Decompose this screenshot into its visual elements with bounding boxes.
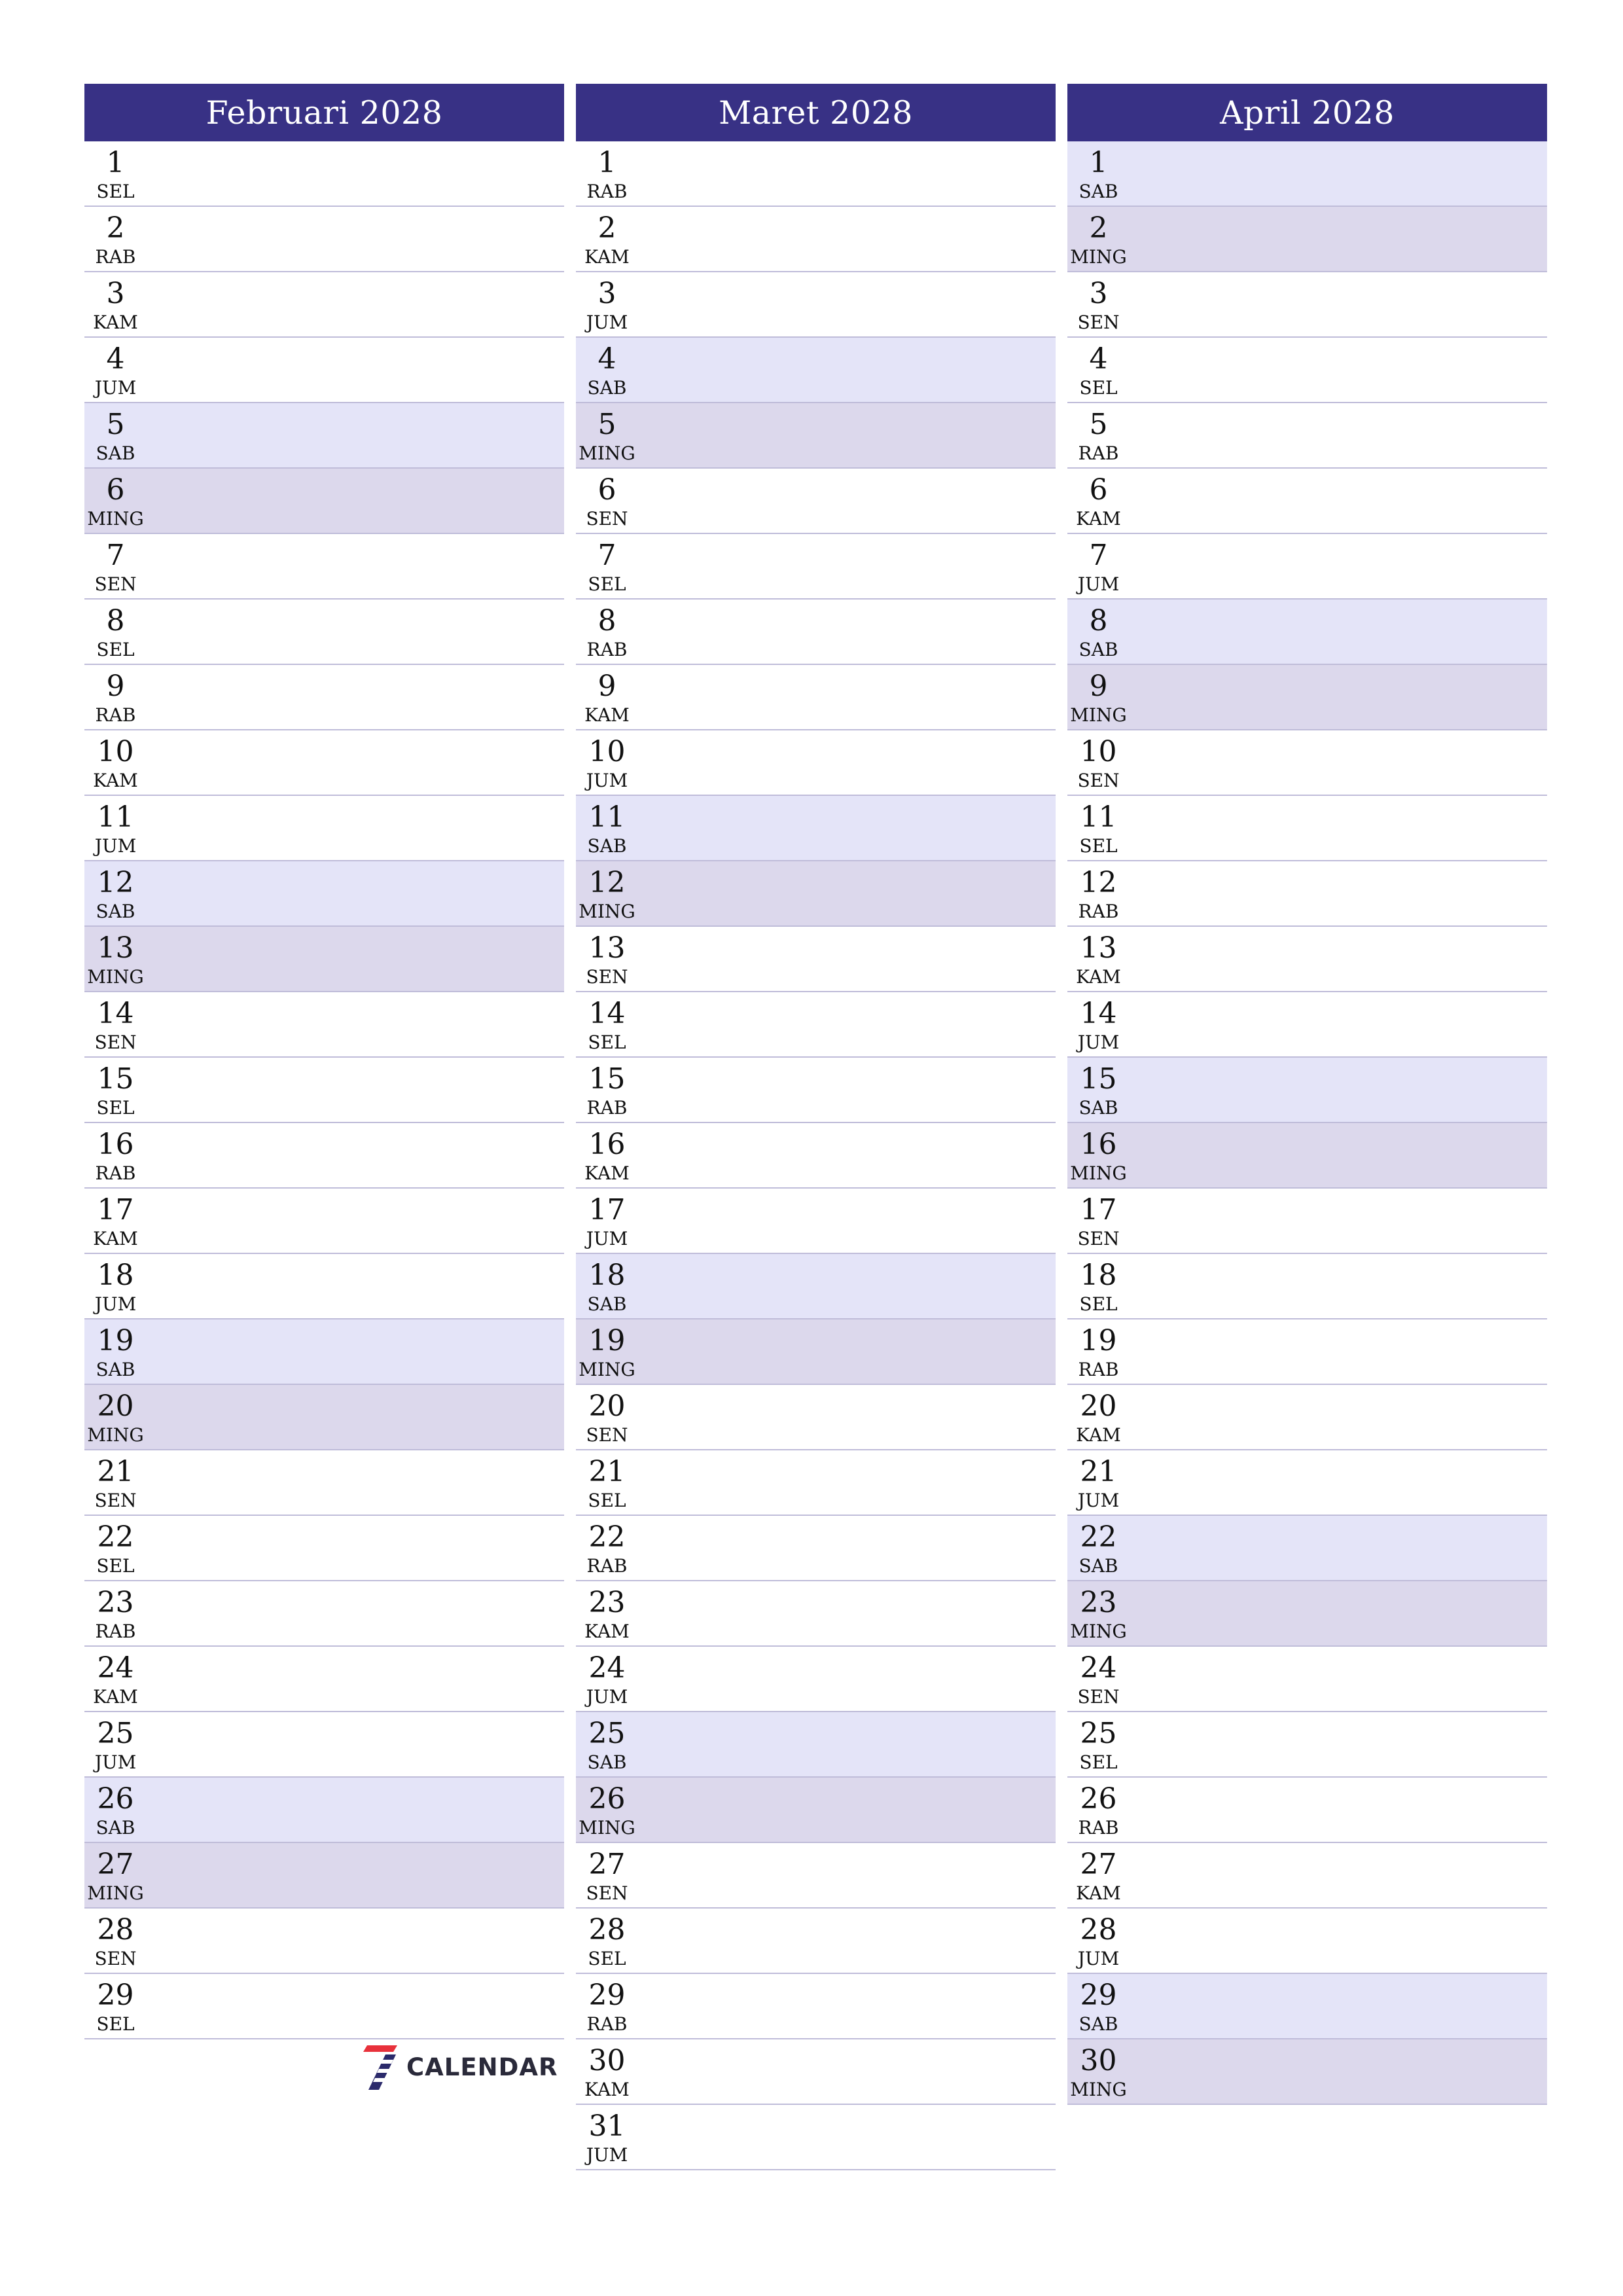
day-row: [84, 1385, 564, 1450]
weekday-label: SEL: [588, 1490, 626, 1511]
day-number: 10: [1080, 735, 1117, 768]
day-number: 5: [597, 408, 616, 441]
day-number: 17: [1080, 1193, 1117, 1227]
day-row: [576, 1647, 1056, 1712]
day-number: 6: [106, 473, 125, 507]
day-number: 15: [97, 1062, 134, 1096]
day-number: 7: [1089, 539, 1108, 572]
day-row: [84, 796, 564, 861]
day-row: [576, 2039, 1056, 2105]
day-number: 24: [588, 1651, 626, 1685]
day-row: [576, 861, 1056, 927]
brand-logo: [363, 2041, 558, 2093]
weekday-label: JUM: [586, 1228, 628, 1249]
day-number: 27: [588, 1848, 626, 1881]
weekday-label: KAM: [584, 246, 630, 268]
day-number: 22: [97, 1520, 134, 1554]
weekday-label: SEL: [588, 1948, 626, 1969]
day-row: [576, 927, 1056, 992]
day-row: [576, 730, 1056, 796]
day-number: 19: [588, 1324, 626, 1357]
weekday-label: KAM: [1076, 1424, 1121, 1446]
day-number: 5: [106, 408, 125, 441]
day-row: [576, 665, 1056, 730]
weekday-label: MING: [1070, 1621, 1127, 1642]
day-number: 5: [1089, 408, 1108, 441]
day-number: 29: [1080, 1979, 1117, 2012]
day-number: 16: [1080, 1128, 1117, 1161]
day-number: 17: [588, 1193, 626, 1227]
weekday-label: JUM: [586, 1686, 628, 1708]
weekday-label: MING: [87, 1882, 144, 1904]
day-number: 3: [597, 277, 616, 310]
day-row: [576, 1319, 1056, 1385]
day-row: [1067, 2039, 1547, 2105]
weekday-label: KAM: [1076, 966, 1121, 988]
day-row: [576, 2105, 1056, 2170]
day-row: [576, 403, 1056, 469]
month-title: Februari 2028: [84, 84, 564, 141]
day-number: 30: [1080, 2044, 1117, 2077]
day-row: [1067, 1909, 1547, 1974]
day-number: 15: [588, 1062, 626, 1096]
weekday-label: JUM: [586, 2144, 628, 2166]
weekday-label: MING: [87, 508, 144, 529]
day-number: 1: [597, 146, 616, 179]
day-number: 2: [597, 211, 616, 245]
day-row: [1067, 796, 1547, 861]
weekday-label: RAB: [1078, 1817, 1119, 1839]
weekday-label: SAB: [587, 377, 627, 399]
weekday-label: RAB: [586, 639, 628, 660]
day-row: [576, 272, 1056, 338]
weekday-label: MING: [579, 1359, 635, 1380]
day-row: [84, 207, 564, 272]
weekday-label: MING: [87, 966, 144, 988]
weekday-label: SAB: [1079, 1097, 1118, 1119]
weekday-label: KAM: [93, 312, 138, 333]
day-number: 19: [97, 1324, 134, 1357]
day-row: [1067, 338, 1547, 403]
day-row: [576, 1974, 1056, 2039]
day-row: [1067, 861, 1547, 927]
weekday-label: MING: [1070, 1162, 1127, 1184]
month-title: Maret 2028: [576, 84, 1056, 141]
day-number: 8: [106, 604, 125, 637]
day-number: 4: [106, 342, 125, 376]
weekday-label: SEL: [96, 1097, 135, 1119]
weekday-label: KAM: [584, 1621, 630, 1642]
day-row: [84, 1909, 564, 1974]
weekday-label: MING: [1070, 246, 1127, 268]
day-number: 21: [588, 1455, 626, 1488]
day-number: 24: [1080, 1651, 1117, 1685]
weekday-label: SAB: [587, 1751, 627, 1773]
weekday-label: MING: [1070, 2079, 1127, 2100]
day-number: 23: [588, 1586, 626, 1619]
day-row: [1067, 1254, 1547, 1319]
month-title: April 2028: [1067, 84, 1547, 141]
weekday-label: KAM: [1076, 508, 1121, 529]
seven-logo-icon: [363, 2043, 399, 2091]
day-number: 1: [106, 146, 125, 179]
day-row: [84, 1123, 564, 1189]
day-number: 2: [106, 211, 125, 245]
day-row: [84, 141, 564, 207]
day-number: 22: [588, 1520, 626, 1554]
day-row: [1067, 992, 1547, 1058]
day-number: 6: [597, 473, 616, 507]
day-row: [1067, 1516, 1547, 1581]
day-row: [576, 1909, 1056, 1974]
day-row: [84, 1581, 564, 1647]
weekday-label: KAM: [93, 770, 138, 791]
weekday-label: SAB: [1079, 181, 1118, 202]
weekday-label: SAB: [587, 835, 627, 857]
weekday-label: JUM: [94, 377, 137, 399]
day-row: [84, 600, 564, 665]
day-number: 9: [597, 670, 616, 703]
weekday-label: KAM: [93, 1686, 138, 1708]
weekday-label: RAB: [95, 246, 136, 268]
day-number: 24: [97, 1651, 134, 1685]
day-number: 23: [97, 1586, 134, 1619]
day-list: [576, 141, 1056, 2170]
weekday-label: SAB: [96, 1359, 135, 1380]
day-number: 21: [1080, 1455, 1117, 1488]
day-row: [576, 992, 1056, 1058]
weekday-label: KAM: [93, 1228, 138, 1249]
day-number: 9: [106, 670, 125, 703]
day-row: [1067, 469, 1547, 534]
day-row: [1067, 272, 1547, 338]
day-number: 27: [97, 1848, 134, 1881]
day-row: [84, 338, 564, 403]
month-column-0: [84, 84, 564, 2039]
weekday-label: SEN: [1077, 1228, 1120, 1249]
day-row: [1067, 1974, 1547, 2039]
day-row: [576, 534, 1056, 600]
day-row: [576, 796, 1056, 861]
weekday-label: RAB: [586, 181, 628, 202]
weekday-label: SAB: [96, 901, 135, 922]
day-row: [84, 1647, 564, 1712]
weekday-label: SEN: [94, 1031, 137, 1053]
day-row: [576, 1516, 1056, 1581]
weekday-label: MING: [579, 1817, 635, 1839]
day-number: 19: [1080, 1324, 1117, 1357]
weekday-label: JUM: [1077, 573, 1120, 595]
day-number: 18: [97, 1259, 134, 1292]
weekday-label: JUM: [1077, 1948, 1120, 1969]
day-number: 17: [97, 1193, 134, 1227]
day-number: 14: [588, 997, 626, 1030]
weekday-label: SEL: [96, 1555, 135, 1577]
day-number: 11: [1080, 800, 1117, 834]
day-row: [1067, 1647, 1547, 1712]
day-row: [1067, 534, 1547, 600]
weekday-label: RAB: [95, 1621, 136, 1642]
day-number: 25: [1080, 1717, 1117, 1750]
day-number: 2: [1089, 211, 1108, 245]
day-number: 12: [588, 866, 626, 899]
day-number: 25: [588, 1717, 626, 1750]
calendar-months: [84, 84, 1546, 2178]
day-number: 31: [588, 2109, 626, 2143]
day-number: 28: [97, 1913, 134, 1946]
day-row: [1067, 665, 1547, 730]
weekday-label: SEL: [1079, 1751, 1118, 1773]
day-row: [1067, 600, 1547, 665]
weekday-label: RAB: [95, 704, 136, 726]
day-number: 8: [1089, 604, 1108, 637]
day-number: 8: [597, 604, 616, 637]
day-number: 3: [1089, 277, 1108, 310]
weekday-label: SEL: [96, 2013, 135, 2035]
day-number: 26: [1080, 1782, 1117, 1816]
day-number: 9: [1089, 670, 1108, 703]
weekday-label: SEN: [1077, 770, 1120, 791]
weekday-label: MING: [87, 1424, 144, 1446]
weekday-label: JUM: [94, 835, 137, 857]
day-row: [84, 534, 564, 600]
day-row: [576, 1254, 1056, 1319]
day-row: [576, 600, 1056, 665]
logo-text: CALENDAR: [406, 2053, 558, 2081]
day-row: [1067, 1058, 1547, 1123]
day-row: [1067, 1319, 1547, 1385]
day-row: [1067, 141, 1547, 207]
month-column-1: [576, 84, 1056, 2170]
weekday-label: SEN: [94, 1948, 137, 1969]
day-row: [576, 1189, 1056, 1254]
day-number: 27: [1080, 1848, 1117, 1881]
day-number: 18: [588, 1259, 626, 1292]
weekday-label: KAM: [1076, 1882, 1121, 1904]
day-row: [576, 1712, 1056, 1778]
weekday-label: RAB: [586, 1555, 628, 1577]
day-row: [1067, 927, 1547, 992]
day-row: [84, 665, 564, 730]
day-list: [84, 141, 564, 2039]
weekday-label: SEL: [96, 181, 135, 202]
weekday-label: MING: [579, 442, 635, 464]
weekday-label: SEL: [1079, 377, 1118, 399]
weekday-label: KAM: [584, 704, 630, 726]
weekday-label: SAB: [1079, 639, 1118, 660]
day-row: [576, 1385, 1056, 1450]
day-number: 14: [97, 997, 134, 1030]
day-row: [84, 1712, 564, 1778]
month-column-2: [1067, 84, 1547, 2105]
weekday-label: SAB: [1079, 1555, 1118, 1577]
day-number: 7: [597, 539, 616, 572]
day-number: 22: [1080, 1520, 1117, 1554]
day-number: 28: [1080, 1913, 1117, 1946]
day-number: 25: [97, 1717, 134, 1750]
day-number: 4: [597, 342, 616, 376]
weekday-label: SEN: [586, 1424, 628, 1446]
day-number: 10: [97, 735, 134, 768]
day-row: [576, 1843, 1056, 1909]
day-number: 16: [97, 1128, 134, 1161]
weekday-label: SAB: [1079, 2013, 1118, 2035]
day-list: [1067, 141, 1547, 2105]
weekday-label: JUM: [1077, 1490, 1120, 1511]
day-number: 29: [97, 1979, 134, 2012]
day-row: [84, 1450, 564, 1516]
day-row: [84, 1843, 564, 1909]
weekday-label: JUM: [94, 1293, 137, 1315]
day-row: [576, 1123, 1056, 1189]
day-number: 4: [1089, 342, 1108, 376]
day-row: [576, 1581, 1056, 1647]
day-row: [84, 861, 564, 927]
weekday-label: SEL: [588, 1031, 626, 1053]
weekday-label: SEN: [586, 508, 628, 529]
day-number: 13: [1080, 931, 1117, 965]
weekday-label: SEL: [96, 639, 135, 660]
weekday-label: SAB: [587, 1293, 627, 1315]
day-number: 26: [588, 1782, 626, 1816]
day-number: 7: [106, 539, 125, 572]
day-row: [576, 338, 1056, 403]
day-number: 13: [97, 931, 134, 965]
weekday-label: SEN: [586, 1882, 628, 1904]
weekday-label: RAB: [1078, 442, 1119, 464]
day-number: 12: [1080, 866, 1117, 899]
day-number: 16: [588, 1128, 626, 1161]
weekday-label: JUM: [586, 312, 628, 333]
weekday-label: JUM: [1077, 1031, 1120, 1053]
day-number: 20: [1080, 1390, 1117, 1423]
day-number: 18: [1080, 1259, 1117, 1292]
day-row: [576, 141, 1056, 207]
day-row: [1067, 1778, 1547, 1843]
weekday-label: SEN: [94, 1490, 137, 1511]
day-row: [1067, 730, 1547, 796]
day-number: 12: [97, 866, 134, 899]
day-row: [1067, 207, 1547, 272]
day-row: [84, 1189, 564, 1254]
weekday-label: SEN: [1077, 1686, 1120, 1708]
day-row: [84, 927, 564, 992]
day-number: 3: [106, 277, 125, 310]
weekday-label: SAB: [96, 442, 135, 464]
day-row: [84, 403, 564, 469]
day-row: [576, 469, 1056, 534]
weekday-label: KAM: [584, 1162, 630, 1184]
day-number: 11: [97, 800, 134, 834]
day-number: 15: [1080, 1062, 1117, 1096]
weekday-label: KAM: [584, 2079, 630, 2100]
day-number: 11: [588, 800, 626, 834]
weekday-label: SEN: [94, 573, 137, 595]
weekday-label: SEL: [1079, 1293, 1118, 1315]
day-number: 1: [1089, 146, 1108, 179]
weekday-label: SEN: [586, 966, 628, 988]
weekday-label: RAB: [1078, 1359, 1119, 1380]
day-row: [84, 992, 564, 1058]
day-row: [84, 1254, 564, 1319]
day-row: [84, 1319, 564, 1385]
day-row: [576, 1058, 1056, 1123]
day-row: [84, 272, 564, 338]
day-number: 20: [97, 1390, 134, 1423]
day-number: 30: [588, 2044, 626, 2077]
day-row: [1067, 1123, 1547, 1189]
day-number: 6: [1089, 473, 1108, 507]
day-number: 28: [588, 1913, 626, 1946]
day-number: 10: [588, 735, 626, 768]
day-number: 14: [1080, 997, 1117, 1030]
day-row: [84, 1516, 564, 1581]
weekday-label: SEN: [1077, 312, 1120, 333]
day-row: [84, 730, 564, 796]
weekday-label: MING: [1070, 704, 1127, 726]
weekday-label: SEL: [1079, 835, 1118, 857]
day-number: 20: [588, 1390, 626, 1423]
weekday-label: RAB: [1078, 901, 1119, 922]
day-row: [1067, 1843, 1547, 1909]
weekday-label: MING: [579, 901, 635, 922]
day-row: [576, 1778, 1056, 1843]
day-number: 29: [588, 1979, 626, 2012]
weekday-label: SEL: [588, 573, 626, 595]
day-row: [1067, 1450, 1547, 1516]
weekday-label: RAB: [586, 2013, 628, 2035]
day-row: [1067, 1189, 1547, 1254]
weekday-label: RAB: [586, 1097, 628, 1119]
day-row: [1067, 1712, 1547, 1778]
day-row: [1067, 1581, 1547, 1647]
day-row: [576, 207, 1056, 272]
day-row: [84, 1778, 564, 1843]
weekday-label: SAB: [96, 1817, 135, 1839]
day-row: [1067, 1385, 1547, 1450]
day-row: [84, 469, 564, 534]
day-number: 13: [588, 931, 626, 965]
day-row: [576, 1450, 1056, 1516]
weekday-label: JUM: [586, 770, 628, 791]
day-number: 21: [97, 1455, 134, 1488]
weekday-label: RAB: [95, 1162, 136, 1184]
day-row: [84, 1058, 564, 1123]
day-number: 26: [97, 1782, 134, 1816]
day-number: 23: [1080, 1586, 1117, 1619]
weekday-label: JUM: [94, 1751, 137, 1773]
day-row: [1067, 403, 1547, 469]
day-row: [84, 1974, 564, 2039]
